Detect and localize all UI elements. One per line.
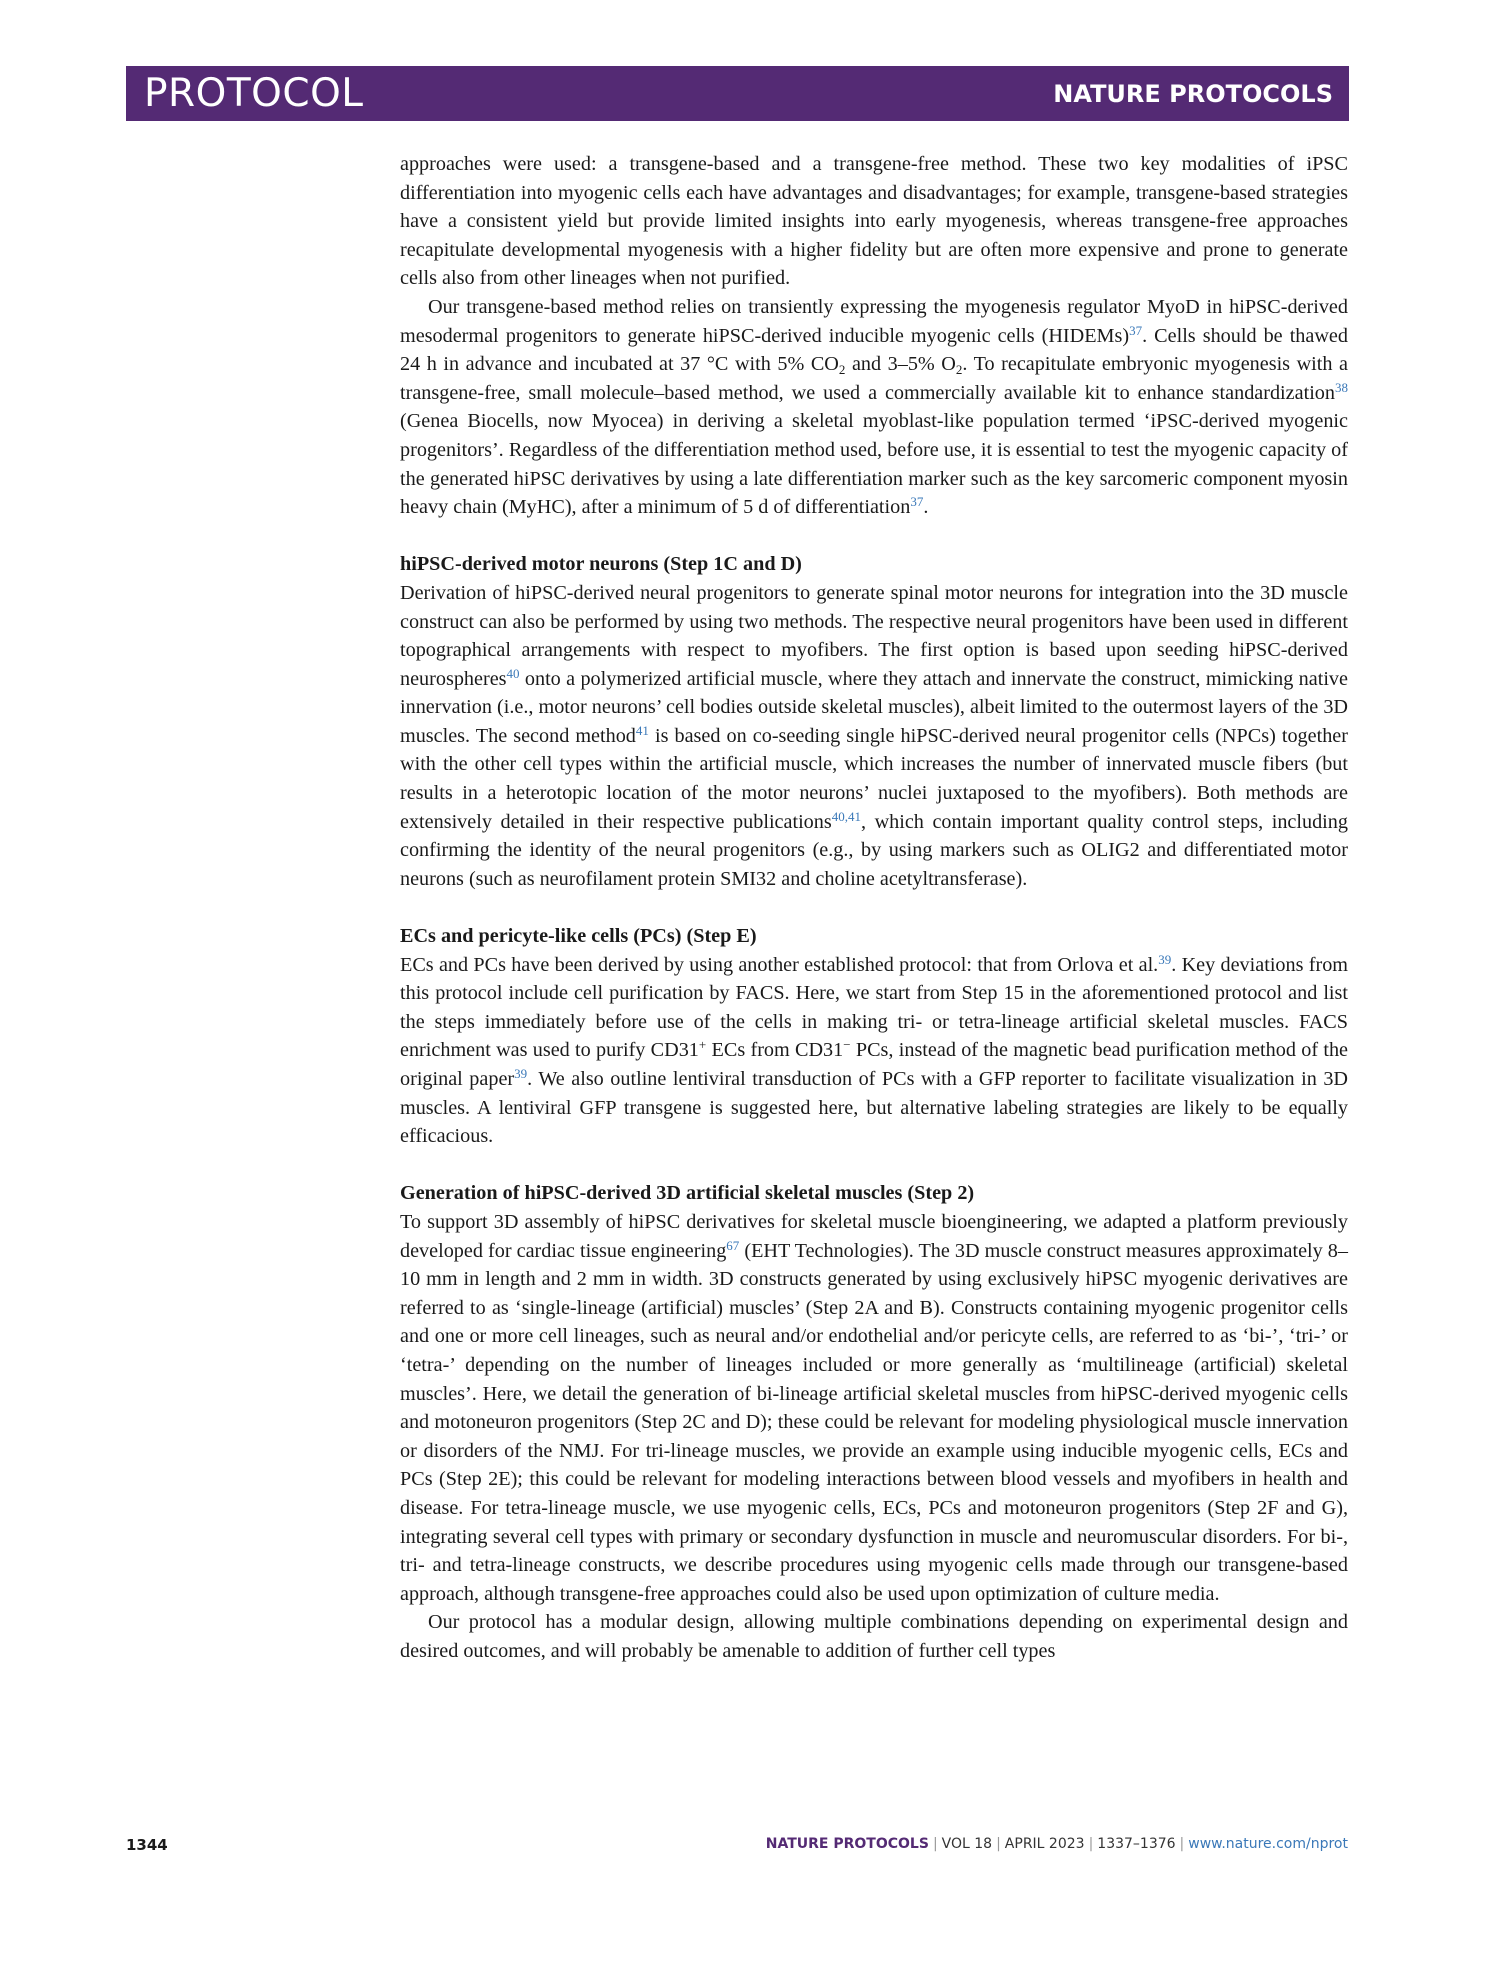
paragraph-3d-muscles: To support 3D assembly of hiPSC derivatives for skeletal muscle bioengineering, we adapted a platform previously developed for cardiac tissue engineering$^{67}$ (EHT Technologies). The 3D muscle construct measures approximately 8–10 mm in length and 2 mm in width. 3D constructs generated by using exclusively hiPSC myogenic derivatives are referred to as ‘single-lineage (artificial) muscles’ (Step 2A and B). Constructs containing myogenic progenitor cells and one or more cell lineages, such as neural and/or endothelial and/or pericyte cells, are referred to as ‘bi-’, ‘tri-’ or ‘tetra-’ depending on the number of lineages included or more generally as ‘multilineage (artificial) skeletal muscles’. Here, we detail the generation of bi-lineage artificial skeletal muscles from hiPSC-derived myogenic cells and motoneuron progenitors (Step 2C and D); these could be relevant for modeling physiological muscle innervation or disorders of the NMJ. For tri-lineage muscles, we provide an example using inducible myogenic cells, ECs and PCs (Step 2E); this could be relevant for modeling interactions between blood vessels and myofibers in health and disease. For tetra-lineage muscle, we use myogenic cells, ECs, PCs and motoneuron progenitors (Step 2F and G), integrating several cell types with primary or secondary dysfunction in muscle and neuromuscular disorders. For bi-, tri- and tetra-lineage constructs, we describe procedures using myogenic cells made through our transgene-based approach, although transgene-free approaches could also be used upon optimization of culture media.	[400, 1210, 1348, 1605]
citation-link[interactable]: 40	[506, 665, 520, 681]
paragraph-motor-neurons: Derivation of hiPSC-derived neural progenitors to generate spinal motor neurons for integration into the 3D muscle construct can also be performed by using two methods. The respective neural progenitors have been used in different topographical arrangements with respect to myofibers. The first option is based upon seeding hiPSC-derived neurospheres$^{40}$ onto a polymerized artificial muscle, where they attach and innervate the construct, mimicking native innervation (i.e., motor neurons’ cell bodies outside skeletal muscles), albeit limited to the outermost layers of the 3D muscles. The second method$^{41}$ is based on co-seeding single hiPSC-derived neural progenitor cells (NPCs) together with the other cell types within the artificial muscle, which increases the number of innervated muscle fibers (but results in a heterotopic location of the motor neurons’ nuclei juxtaposed to the myofibers). Both methods are extensively detailed in their respective publications$^{40,41}$, which contain important quality control steps, including confirming the identity of the neural progenitors (e.g., by using markers such as OLIG2 and differentiated motor neurons (such as neurofilament protein SMI32 and choline acetyltransferase).	[400, 581, 1348, 890]
footer-volume: VOL 18	[941, 1836, 993, 1852]
header-bar	[126, 66, 1349, 121]
citation-link[interactable]: 37	[1129, 322, 1143, 338]
heading-ecs-pcs: ECs and pericyte-like cells (PCs) (Step E)	[400, 925, 757, 948]
citation-link[interactable]: 40,41	[831, 808, 861, 824]
superscript: +	[698, 1037, 707, 1053]
citation-link[interactable]: 39	[1158, 951, 1172, 967]
footer-date: APRIL 2023	[1004, 1836, 1085, 1852]
citation-link[interactable]: 37	[910, 494, 924, 510]
heading-3d-muscles: Generation of hiPSC-derived 3D artificial skeletal muscles (Step 2)	[400, 1182, 975, 1205]
heading-motor-neurons: hiPSC-derived motor neurons (Step 1C and D)	[400, 553, 802, 576]
subscript: 2	[838, 362, 846, 378]
footer-journal: NATURE PROTOCOLS	[765, 1836, 929, 1852]
citation-link[interactable]: 41	[635, 722, 649, 738]
footer-url-link[interactable]: www.nature.com/nprot	[1188, 1836, 1348, 1852]
paragraph-modular-design: Our protocol has a modular design, allowing multiple combinations depending on experimental design and desired outcomes, and will probably be amenable to addition of further cell types	[400, 1611, 1348, 1662]
subscript: 2	[955, 362, 963, 378]
citation-link[interactable]: 67	[726, 1237, 740, 1253]
citation-link[interactable]: 39	[514, 1066, 528, 1081]
paragraph-ecs-pcs: ECs and PCs have been derived by using another established protocol: that from Orlova et al.$^{39}$. Key deviations from this protocol include cell purification by FACS. Here, we start from Step 15 in the aforementioned protocol and list the steps immediately before use of the cells in making tri- or tetra-lineage artificial skeletal muscles. FACS enrichment was used to purify CD31+ ECs from CD31− PCs, instead of the magnetic bead purification method of the original paper$^{39}$. We also outline lentiviral transduction of PCs with a GFP reporter to facilitate visualization in 3D muscles. A lentiviral GFP transgene is suggested here, but alternative labeling strategies are likely to be equally efficacious.	[400, 951, 1348, 1148]
superscript: −	[843, 1037, 851, 1053]
footer-citation: NATURE PROTOCOLS | VOL 18 | APRIL 2023 | 1337–1376 | www.nature.com/nprot	[765, 1836, 1348, 1852]
paragraph-transgene-approaches: approaches were used: a transgene-based and a transgene-free method. These two key modalities of iPSC differentiation into myogenic cells each have advantages and disadvantages; for example, transgene-based strategies have a consistent yield but provide limited insights into early myogenesis, whereas transgene-free approaches recapitulate developmental myogenesis with a higher fidelity but are often more expensive and prone to generate cells also from other lineages when not purified.	[400, 153, 1348, 290]
paragraph-transgene-method: Our transgene-based method relies on transiently expressing the myogenesis regulator MyoD in hiPSC-derived mesodermal progenitors to generate hiPSC-derived inducible myogenic cells (HIDEMs)$^{37}$. Cells should be thawed 24 h in advance and incubated at 37 °C with 5% $CO_2$ and 3–5% $O_2$. To recapitulate embryonic myogenesis with a transgene-free, small molecule–based method, we used a commercially available kit to enhance standardization$^{38}$ (Genea Biocells, now Myocea) in deriving a skeletal myoblast-like population termed ‘iPSC-derived myogenic progenitors’. Regardless of the differentiation method used, before use, it is essential to test the myogenic capacity of the generated hiPSC derivatives by using a late differentiation marker such as the key sarcomeric component myosin heavy chain (MyHC), after a minimum of 5 d of differentiation$^{37}$.	[400, 295, 1348, 519]
section-label: PROTOCOL	[144, 71, 364, 116]
page-number: 1344	[126, 1836, 168, 1854]
footer-pages: 1337–1376	[1097, 1836, 1176, 1852]
article-body	[400, 150, 1348, 1665]
citation-link[interactable]: 38	[1335, 379, 1348, 395]
journal-name: NATURE PROTOCOLS	[1053, 80, 1333, 108]
